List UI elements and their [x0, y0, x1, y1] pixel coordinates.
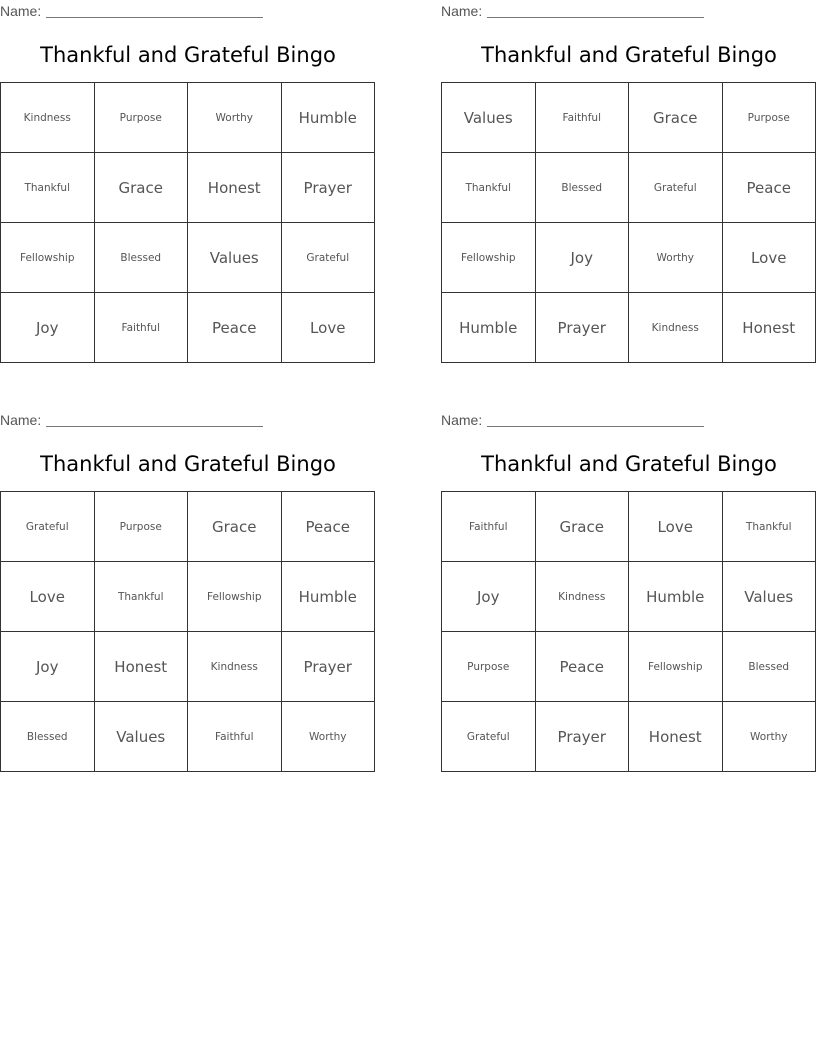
name-field[interactable] — [441, 411, 711, 429]
name-field[interactable] — [0, 411, 270, 429]
card-title: Thankful and Grateful Bingo — [40, 452, 336, 476]
bingo-cell: Worthy — [282, 702, 376, 772]
name-field[interactable] — [441, 2, 711, 20]
bingo-grid — [0, 491, 375, 772]
bingo-cell: Prayer — [536, 702, 630, 772]
bingo-cell: Fellowship — [629, 632, 723, 702]
bingo-cell: Fellowship — [1, 223, 95, 293]
bingo-cell: Thankful — [723, 492, 816, 562]
name-blank-line — [487, 426, 704, 427]
bingo-cell: Purpose — [442, 632, 536, 702]
bingo-cell: Grace — [188, 492, 282, 562]
bingo-cell: Faithful — [536, 83, 630, 153]
bingo-cell: Kindness — [629, 293, 723, 363]
bingo-cell: Honest — [723, 293, 816, 363]
bingo-cell: Grace — [536, 492, 630, 562]
bingo-cell: Peace — [282, 492, 376, 562]
name-label: Name: — [0, 412, 42, 428]
bingo-cell: Joy — [442, 562, 536, 632]
bingo-cell: Blessed — [1, 702, 95, 772]
bingo-cell: Grateful — [1, 492, 95, 562]
bingo-grid — [441, 491, 816, 772]
bingo-cell: Peace — [188, 293, 282, 363]
bingo-cell: Peace — [723, 153, 816, 223]
bingo-cell: Love — [282, 293, 376, 363]
bingo-cell: Joy — [536, 223, 630, 293]
bingo-cell: Purpose — [723, 83, 816, 153]
bingo-cell: Values — [188, 223, 282, 293]
bingo-cell: Values — [95, 702, 189, 772]
bingo-cell: Prayer — [282, 632, 376, 702]
bingo-cell: Faithful — [442, 492, 536, 562]
bingo-cell: Love — [723, 223, 816, 293]
name-blank-line — [487, 17, 704, 18]
bingo-cell: Prayer — [536, 293, 630, 363]
bingo-cell: Grace — [629, 83, 723, 153]
bingo-cell: Grateful — [629, 153, 723, 223]
bingo-cell: Honest — [188, 153, 282, 223]
card-title: Thankful and Grateful Bingo — [481, 452, 777, 476]
bingo-cell: Prayer — [282, 153, 376, 223]
bingo-cell: Thankful — [442, 153, 536, 223]
bingo-cell: Love — [629, 492, 723, 562]
bingo-cell: Fellowship — [442, 223, 536, 293]
bingo-cell: Fellowship — [188, 562, 282, 632]
bingo-cell: Peace — [536, 632, 630, 702]
card-title: Thankful and Grateful Bingo — [40, 43, 336, 67]
bingo-cell: Values — [723, 562, 816, 632]
card-title: Thankful and Grateful Bingo — [481, 43, 777, 67]
bingo-cell: Kindness — [1, 83, 95, 153]
bingo-cell: Thankful — [95, 562, 189, 632]
bingo-cell: Humble — [442, 293, 536, 363]
name-blank-line — [46, 17, 263, 18]
bingo-cell: Kindness — [188, 632, 282, 702]
bingo-cell: Blessed — [536, 153, 630, 223]
bingo-cell: Grateful — [442, 702, 536, 772]
bingo-cell: Grace — [95, 153, 189, 223]
name-label: Name: — [0, 3, 42, 19]
bingo-cell: Purpose — [95, 492, 189, 562]
name-label: Name: — [441, 412, 483, 428]
bingo-cell: Honest — [629, 702, 723, 772]
bingo-cell: Love — [1, 562, 95, 632]
bingo-cell: Joy — [1, 632, 95, 702]
bingo-cell: Thankful — [1, 153, 95, 223]
name-label: Name: — [441, 3, 483, 19]
bingo-cell: Worthy — [723, 702, 816, 772]
bingo-cell: Blessed — [95, 223, 189, 293]
bingo-cell: Grateful — [282, 223, 376, 293]
name-blank-line — [46, 426, 263, 427]
bingo-cell: Humble — [282, 562, 376, 632]
bingo-grid — [0, 82, 375, 363]
bingo-cell: Blessed — [723, 632, 816, 702]
bingo-cell: Kindness — [536, 562, 630, 632]
bingo-cell: Worthy — [188, 83, 282, 153]
bingo-cell: Joy — [1, 293, 95, 363]
bingo-cell: Purpose — [95, 83, 189, 153]
bingo-cell: Worthy — [629, 223, 723, 293]
bingo-grid — [441, 82, 816, 363]
bingo-cell: Values — [442, 83, 536, 153]
bingo-cell: Faithful — [95, 293, 189, 363]
bingo-cell: Humble — [629, 562, 723, 632]
name-field[interactable] — [0, 2, 270, 20]
bingo-cell: Faithful — [188, 702, 282, 772]
bingo-cell: Honest — [95, 632, 189, 702]
bingo-cell: Humble — [282, 83, 376, 153]
